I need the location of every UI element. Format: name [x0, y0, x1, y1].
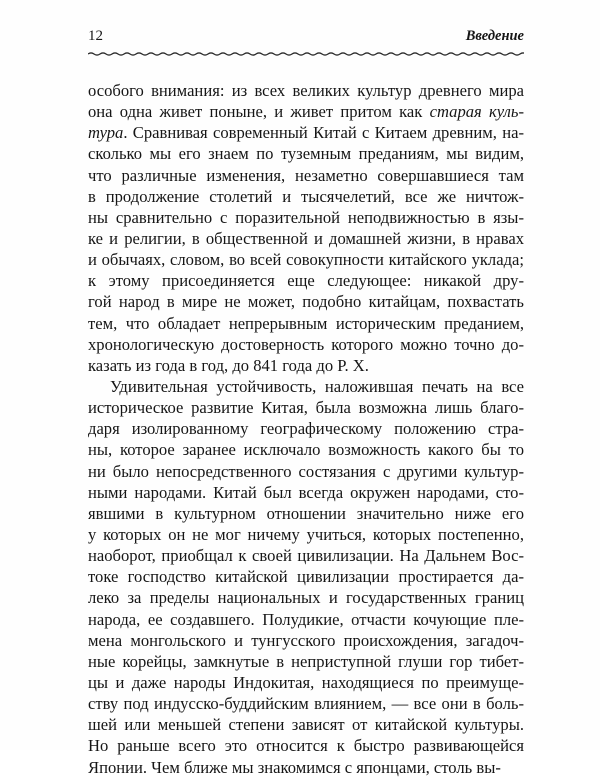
- text-line: шей или меньшей степени зависят от китайской культуры.: [88, 715, 524, 735]
- text-line: ными народами. Китай был всегда окружен народами, сто-: [88, 482, 524, 502]
- text-line: гой народ в мире не может, подобно китайцам, похвастать: [88, 292, 524, 312]
- text-line: Но раньше всего это относится к быстро развивающейся: [88, 736, 524, 756]
- text-line: историческое развитие Китая, была возможна лишь благо-: [88, 398, 524, 418]
- text-line: особого внимания: из всех великих культур древнего мира: [88, 81, 524, 100]
- running-header: [88, 27, 524, 49]
- text-line: казать из года в год, до 841 года до Р. Х.: [88, 355, 369, 375]
- text-line: она одна живет поныне, и живет притом как старая куль-: [88, 102, 524, 122]
- italic-phrase: тура: [88, 123, 124, 143]
- text-line: к этому присоединяется еще следующее: никакой дру-: [88, 271, 524, 291]
- text-line: ны, которое заранее исключало возможность какого бы то: [88, 440, 524, 460]
- text-line: ни было непосредственного состязания с другими культур-: [88, 461, 524, 481]
- text-line: народа, ее создавшего. Полудикие, отчасти кочующие пле-: [88, 609, 524, 629]
- text-line: ке и религии, в общественной и домашней жизни, в нравах: [88, 228, 524, 248]
- text-line: Удивительная устойчивость, наложившая печать на все: [110, 376, 524, 396]
- body-text: [88, 80, 524, 778]
- text-line: тура. Сравнивая современный Китай с Китаем древним, на-: [88, 123, 524, 143]
- text-line: наоборот, приобщал к своей цивилизации. На Дальнем Вос-: [88, 546, 524, 566]
- text-line: сколько мы его знаем по туземным преданиям, мы видим,: [88, 144, 524, 164]
- decorative-wavy-rule: [88, 50, 524, 58]
- text-line: и обычаях, словом, во всей совокупности китайского уклада;: [88, 250, 524, 270]
- text-line: хронологическую достоверность которого можно точно до-: [88, 334, 524, 354]
- text-line: тем, что обладает непрерывным историческим преданием,: [88, 313, 524, 333]
- text-line: ству под индусско-буддийским влиянием, — все они в боль-: [88, 694, 524, 714]
- text-line: ные корейцы, замкнутые в неприступной глуши гор тибет-: [88, 651, 524, 671]
- text-line: токе господство китайской цивилизации простирается да-: [88, 567, 524, 587]
- text-line: цы и даже народы Индокитая, находящиеся по преимуще-: [88, 672, 524, 692]
- text-line: что различные изменения, незаметно совершавшиеся там: [88, 165, 524, 185]
- page-number: 12: [88, 28, 103, 44]
- text-line: явшими в культурном отношении значительно ниже его: [88, 503, 524, 523]
- text-line: в продолжение столетий и тысячелетий, все же ничтож-: [88, 186, 524, 206]
- text-line: леко за пределы национальных и государственных границ: [88, 588, 524, 608]
- italic-phrase: старая куль-: [429, 102, 524, 122]
- text-line: даря изолированному географическому положению стра-: [88, 419, 524, 439]
- text-line: ны сравнительно с поразительной неподвижностью в язы-: [88, 207, 524, 227]
- text-line: Японии. Чем ближе мы знакомимся с японцами, столь вы-: [88, 757, 501, 777]
- section-title: Введение: [465, 28, 524, 44]
- text-line: у которых он не мог ничему учиться, которых постепенно,: [88, 524, 524, 544]
- text-line: мена монгольского и тунгусского происхождения, загадоч-: [88, 630, 524, 650]
